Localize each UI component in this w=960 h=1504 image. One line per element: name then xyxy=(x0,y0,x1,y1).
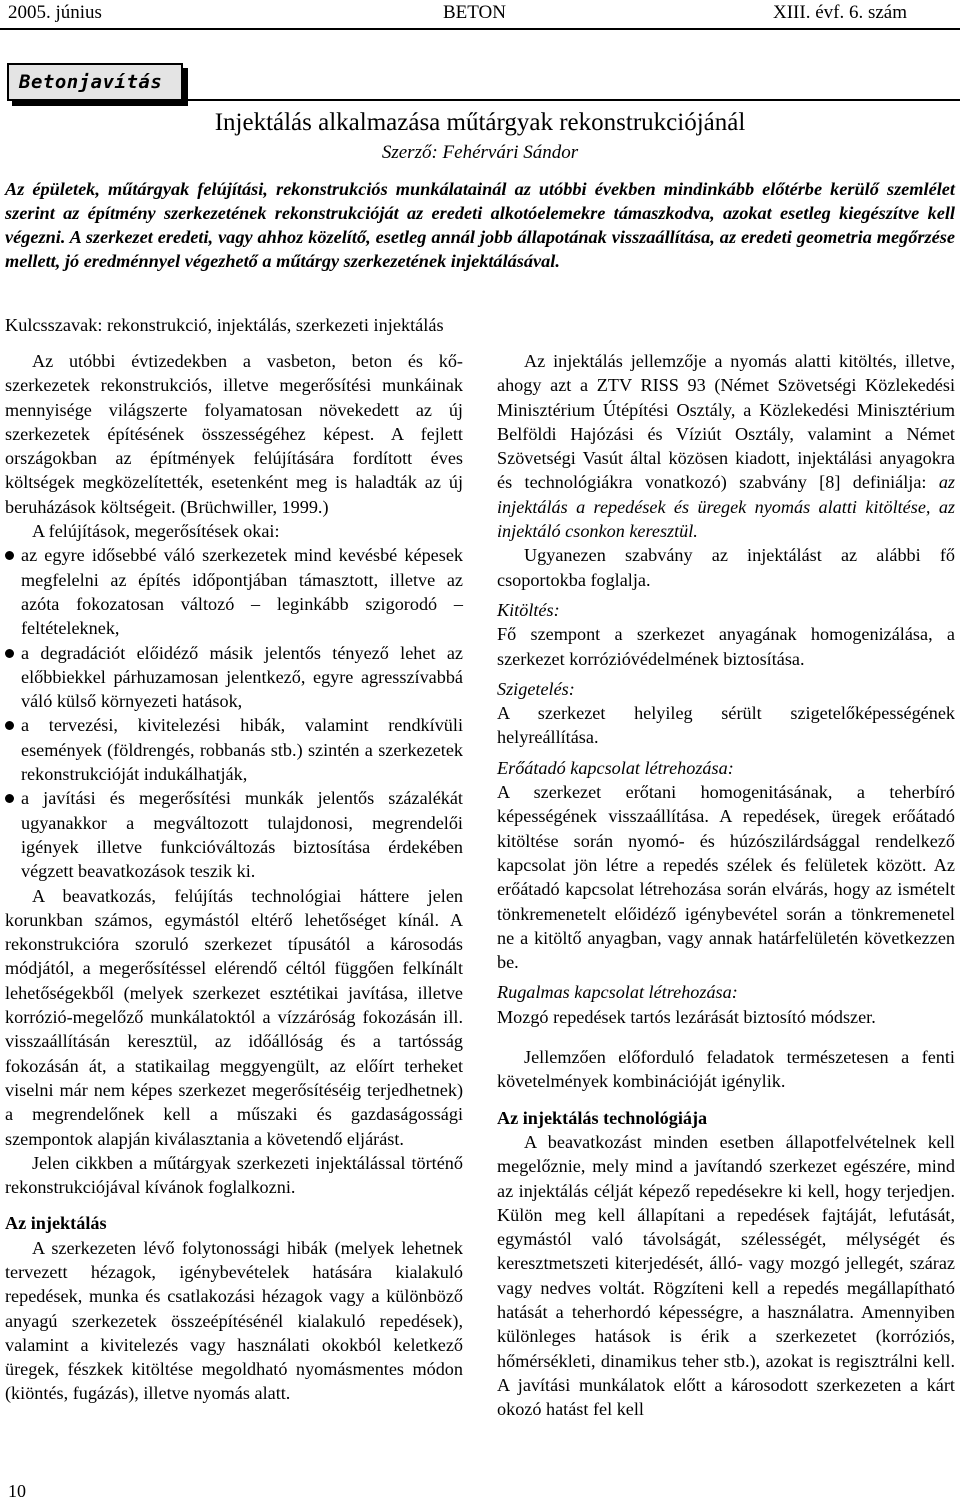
paragraph: Jellemzően előforduló feladatok természetesen a fenti követelmények kombinációját igénylik. xyxy=(497,1047,955,1092)
section-heading: Az injektálás technológiája xyxy=(497,1107,708,1128)
article-title xyxy=(0,108,960,138)
keywords: Kulcsszavak: rekonstrukció, injektálás, szerkezeti injektálás xyxy=(5,315,444,335)
running-header xyxy=(0,0,960,30)
article-title-text: Injektálás alkalmazása műtárgyak rekonstrukciójánál xyxy=(214,109,746,136)
bullet-icon xyxy=(5,551,14,560)
list-item-text: a tervezési, kivitelezési hibák, valamint rendkívüli események (földrengés, robbanás stb.) szintén a szerkezetek rekonstrukcióját indukálhatják, xyxy=(21,715,463,785)
section-label: Betonjavítás xyxy=(19,71,163,93)
section-label-box xyxy=(7,63,183,101)
paragraph: Ugyanezen szabvány az injektálást az alábbi fő csoportokba foglalja. xyxy=(497,545,955,590)
list-item xyxy=(5,543,463,640)
section-heading: Az injektálás xyxy=(5,1213,107,1234)
paragraph: A szerkezeten lévő folytonossági hibák (melyek lehetnek tervezett hézagok, igénybevételek hatására kialakuló repedések, munka és csatlakozási hézagok vagy a különböző anyagú szerkezetek összeépítésénél kialakuló repedések), valamint a kivitelezés vagy használati okokból keletkező üregek, fészkek kitöltése megoldható nyomásmentes módon (kiöntés, fugázás), illetve nyomás alatt. xyxy=(5,1237,463,1404)
page-number: 10 xyxy=(8,1481,26,1501)
article-author: Szerző: Fehérvári Sándor xyxy=(381,142,579,163)
reasons-list xyxy=(5,543,463,883)
paragraph: A felújítások, megerősítések okai: xyxy=(32,521,280,542)
definition-text: az injektálás a repedések és üregek nyomás alatti kitöltése, az injektáló csonkon keresztül. xyxy=(497,472,955,542)
paragraph: Jelen cikkben a műtárgyak szerkezeti injektálással történő rekonstrukciójával kívánok foglalkozni. xyxy=(5,1152,463,1198)
header-journal: BETON xyxy=(443,2,506,23)
left-column xyxy=(5,349,463,1406)
bullet-icon xyxy=(5,721,14,730)
section-rule xyxy=(183,99,960,101)
list-item-text: a degradációt előidéző másik jelentős tényező lehet az előbbiekkel párhuzamosan jelentkező, egyre agresszívabbá váló külső környezeti hatások, xyxy=(21,642,463,712)
paragraph-text: Az injektálás jellemzője a nyomás alatti kitöltés, illetve, ahogy azt a ZTV RISS 93 (Német Szövetségi Közlekedési Minisztérium Útépítési Osztály, a Közlekedési Minisztérium Belföldi Hajózási és Víziút Osztály, valamint a Német Szövetségi Vasút által közösen kiadott, injektálási anyagokra és technológiákra vonatkozó) szabvány [8] definiálja: xyxy=(497,351,955,493)
subheading: Erőátadó kapcsolat létrehozása: xyxy=(497,757,734,778)
right-column xyxy=(497,349,955,1421)
list-item xyxy=(5,641,463,714)
paragraph: Mozgó repedések tartós lezárását biztosító módszer. xyxy=(497,1006,876,1027)
subheading: Szigetelés: xyxy=(497,678,575,699)
paragraph: Az utóbbi évtizedekben a vasbeton, beton és kő-szerkezetek rekonstrukciós, illetve megerősítési munkáinak mennyisége világszerte folyamatosan növekedett az új szerkezetek építésének összességéhez képest. A fejlett országokban az építmények felújítására fordított éves költségek megközelítették, esetenként meg is haladták az új beruházások költségeit. (Brüchwiller, 1999.) xyxy=(5,351,463,517)
list-item xyxy=(5,713,463,786)
list-item-text: az egyre idősebbé váló szerkezetek mind kevésbé képesek megfelelni az építés időpontjában támasztott, illetve az azóta fokozatosan változó – leginkább szigorodó – feltételeknek, xyxy=(21,545,463,639)
abstract xyxy=(5,178,955,274)
paragraph: A szerkezet erőtani homogenitásának, a teherbíró képességének visszaállítása. A repedések, üregek erőátadó kitöltése során nyomó- és húzószilárdsággal rendelkező kapcsolat jön létre a repedés szélek és felületek között. Az erőátadó kapcsolat létrehozása során elvárás, hogy az ismételt tönkremenetelt előidéző igénybevétel során a tönkremenetel ne a kitöltő anyagban, vagy annak határfelületén következzen be. xyxy=(497,782,955,973)
header-issue: XIII. évf. 6. szám xyxy=(773,2,908,23)
list-item-text: a javítási és megerősítési munkák jelentős százalékát ugyanakkor a megváltozott tulajdonosi, megrendelői igények illetve funkcióváltozás biztosítása érdekében végzett beavatkozások teszik ki. xyxy=(21,788,463,882)
abstract-text: Az épületek, műtárgyak felújítási, rekonstrukciós munkálatainál az utóbbi években mindinkább előtérbe kerülő szemlélet szerint az építmény szerkezetének rekonstrukcióját az eredeti alkotóelemekre támaszkodva, azokat esetleg kiegészítve kell végezni. A szerkezet eredeti, vagy ahhoz közelítő, esetleg annál jobb állapotának visszaállítása, az eredeti geometria megőrzése mellett, jó eredménnyel végezhető a műtárgy szerkezetének injektálásával. xyxy=(5,179,955,271)
paragraph: A beavatkozás, felújítás technológiai háttere jelen korunkban számos, egymástól eltérő lehetőséget kínál. A rekonstrukcióra szoruló szerkezet típusától a károsodás módjától, a megerősítéssel elérendő céltól függően felkínált lehetőségekből (melyek szerkezet esztétikai javítása, illetve korrózió-megelőző munkálatoktól a vízzáróság fokozásán ill. visszaállításán keresztül, az időállóság és a tartósság fokozásán át, a statikailag meggyengült, az előírt terheket viselni már nem képes szerkezet megerősítéséig terjedhetnek) a megrendelőnek kell a műszaki és gazdaságossági szempontok alapján kiválasztania a követendő eljárást. xyxy=(5,885,463,1149)
list-item xyxy=(5,786,463,883)
subheading: Kitöltés: xyxy=(497,599,560,620)
paragraph: Fő szempont a szerkezet anyagának homogenizálása, a szerkezet korrózióvédelmének biztosítása. xyxy=(497,624,955,669)
header-date: 2005. június xyxy=(8,2,102,23)
bullet-icon xyxy=(5,649,14,658)
paragraph: A beavatkozást minden esetben állapotfelvételnek kell megelőznie, mely mind a javítandó szerkezet egészére, mind az injektálás célját képező repedésekre ki kell, hogy terjedjen. Külön meg kell állapítani a repedések fajtáját, lefutását, egymástól való távolságát, szélességét, mélységét és keresztmetszeti kiterjedését, álló- vagy mozgó jellegét, száraz vagy nedves voltát. Rögzíteni kell a repedés megállapítható hatását a teherhordó képességre, a használatra. Amennyiben különleges hatások is érik a szerkezetet (korróziós, hőmérsékleti, dinamikus teher stb.), azokat is regisztrálni kell. A javítási munkálatok előtt a károsodott szerkezeten a kárt okozó hatást fel kell xyxy=(497,1131,955,1420)
paragraph xyxy=(497,349,955,543)
bullet-icon xyxy=(5,794,14,803)
subheading: Rugalmas kapcsolat létrehozása: xyxy=(497,982,738,1003)
paragraph: A szerkezet helyileg sérült szigetelőképességének helyreállítása. xyxy=(497,703,955,748)
